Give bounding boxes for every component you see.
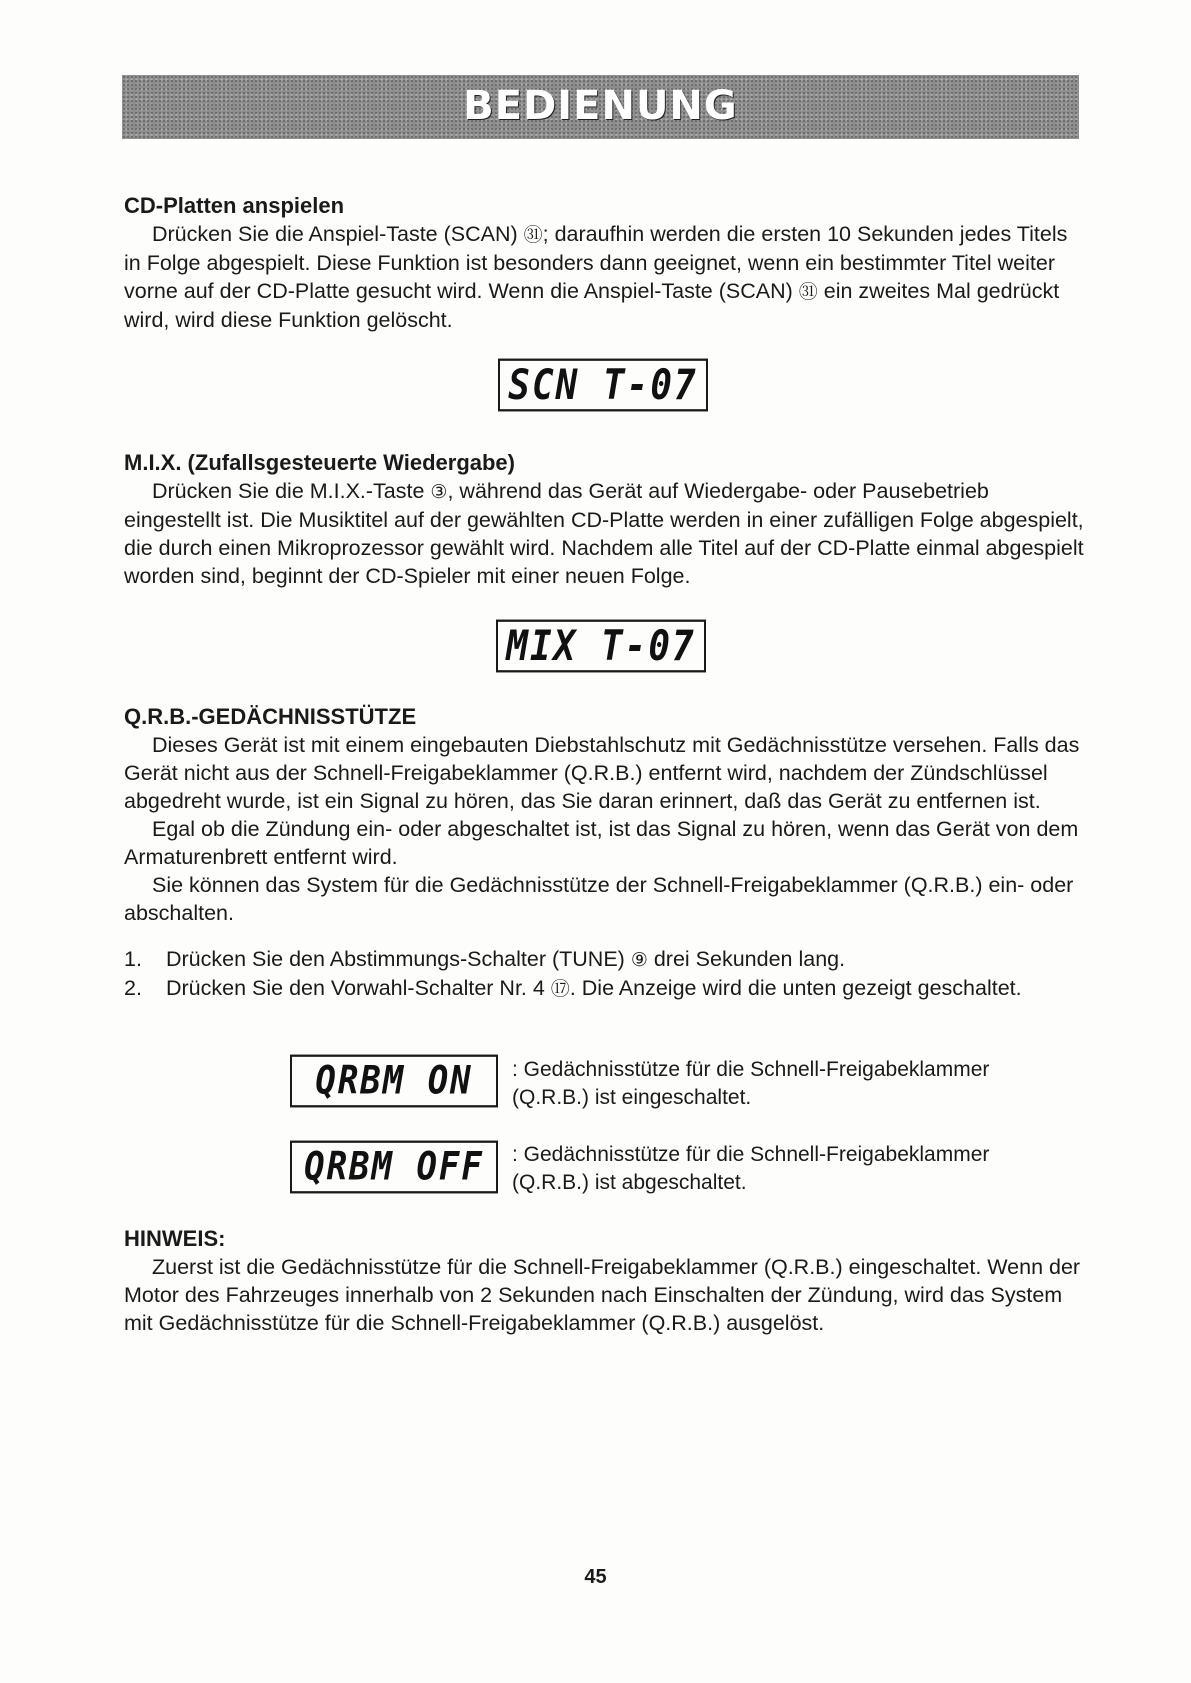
step2-text-a: Drücken Sie den Vorwahl-Schalter Nr. 4: [166, 976, 551, 1000]
page-title: BEDIENUNG: [463, 83, 738, 129]
mix-title: M.I.X. (Zufallsgesteuerte Wiedergabe): [124, 450, 515, 475]
note-title: HINWEIS:: [124, 1226, 226, 1251]
qrb-on-display-text: QRBM ON: [315, 1058, 473, 1104]
qrb-title: Q.R.B.-GEDÄCHNISSTÜTZE: [124, 704, 417, 729]
scan-display-text: SCN T-07: [508, 361, 698, 409]
qrb-paragraph-3: Sie können das System für die Gedächnisstütze der Schnell-Freigabeklammer (Q.R.B.) ein- oder abschalten.: [124, 873, 1074, 925]
step-text: [166, 974, 1026, 1003]
qrb-off-display-text: QRBM OFF: [304, 1144, 484, 1190]
scan-text-c: ein zweites Mal gedrückt wird, wird diese Funktion gelöscht.: [124, 279, 1060, 332]
qrb-section: [124, 703, 1084, 927]
step1-key-number: ⑨: [630, 949, 648, 971]
step-text: [166, 945, 845, 974]
mix-text-a: Drücken Sie die M.I.X.-Taste: [152, 479, 431, 503]
step1-text-b: drei Sekunden lang.: [647, 947, 846, 971]
step-number: 2.: [124, 976, 142, 1000]
page-number: 45: [584, 1566, 607, 1588]
mix-display-text: MIX T-07: [506, 622, 696, 670]
scan-text-b: ; daraufhin werden die ersten 10 Sekunden jedes Titels in Folge abgespielt. Diese Funktion ist besonders dann geeignet, wenn ein bestimmter Titel weiter vorne auf der CD-Platte gesucht wird. Wenn die Anspiel-Taste (SCAN): [124, 222, 1068, 303]
qrb-off-display: [290, 1141, 498, 1194]
qrb-on-display: [290, 1055, 498, 1108]
note-paragraph: Zuerst ist die Gedächnisstütze für die Schnell-Freigabeklammer (Q.R.B.) eingeschaltet. Wenn der Motor des Fahrzeuges innerhalb von 2 Sekunden nach Einschalten der Zündung, wird das System mit Gedächnisstütze für die Schnell-Freigabeklammer (Q.R.B.) ausgelöst.: [124, 1255, 1081, 1335]
step-number: 1.: [124, 947, 142, 971]
scan-key-number: ㉛: [523, 224, 543, 246]
note-section: [124, 1225, 1084, 1337]
mix-paragraph: [124, 477, 1084, 590]
qrb-steps: [124, 945, 1084, 1003]
qrb-paragraph-2: Egal ob die Zündung ein- oder abgeschaltet ist, ist das Signal zu hören, wenn das Gerät von dem Armaturenbrett entfernt wird.: [124, 817, 1079, 869]
qrb-on-description: : Gedächnisstütze für die Schnell-Freigabeklammer (Q.R.B.) ist eingeschaltet.: [512, 1058, 990, 1109]
step1-text-a: Drücken Sie den Abstimmungs-Schalter (TUNE): [166, 947, 631, 971]
scan-title: CD-Platten anspielen: [124, 193, 345, 218]
scan-key-number-2: ㉛: [798, 281, 818, 303]
qrb-paragraph-1: Dieses Gerät ist mit einem eingebauten Diebstahlschutz mit Gedächnisstütze versehen. Falls das Gerät nicht aus der Schnell-Freigabeklammer (Q.R.B.) entfernt wird, nachdem der Zündschlüssel abgedreht wurde, ist ein Signal zu hören, das Sie daran erinnert, daß das Gerät zu entfernen ist.: [124, 733, 1080, 813]
header-banner: [122, 75, 1079, 139]
scan-display: [498, 359, 708, 412]
scan-text-a: Drücken Sie die Anspiel-Taste (SCAN): [152, 222, 524, 246]
qrb-off-description: : Gedächnisstütze für die Schnell-Freigabeklammer (Q.R.B.) ist abgeschaltet.: [512, 1143, 990, 1194]
mix-text-b: , während das Gerät auf Wiedergabe- oder Pausebetrieb eingestellt ist. Die Musiktitel auf der gewählten CD-Platte werden in einer zufälligen Folge abgespielt, die durch einen Mikroprozessor gewählt wird. Nachdem alle Titel auf der CD-Platte einmal abgespielt worden sind, beginnt der CD-Spieler mit einer neuen Folge.: [124, 479, 1084, 588]
scan-section: [124, 192, 1084, 334]
mix-display: [496, 620, 706, 673]
list-item: [124, 974, 1084, 1003]
mix-key-number: ③: [430, 481, 448, 503]
list-item: [124, 945, 1084, 974]
step2-key-number: ⑰: [550, 978, 570, 1000]
step2-text-b: . Die Anzeige wird die unten gezeigt geschaltet.: [569, 976, 1022, 1000]
mix-section: [124, 449, 1084, 590]
scan-paragraph: [124, 220, 1084, 334]
